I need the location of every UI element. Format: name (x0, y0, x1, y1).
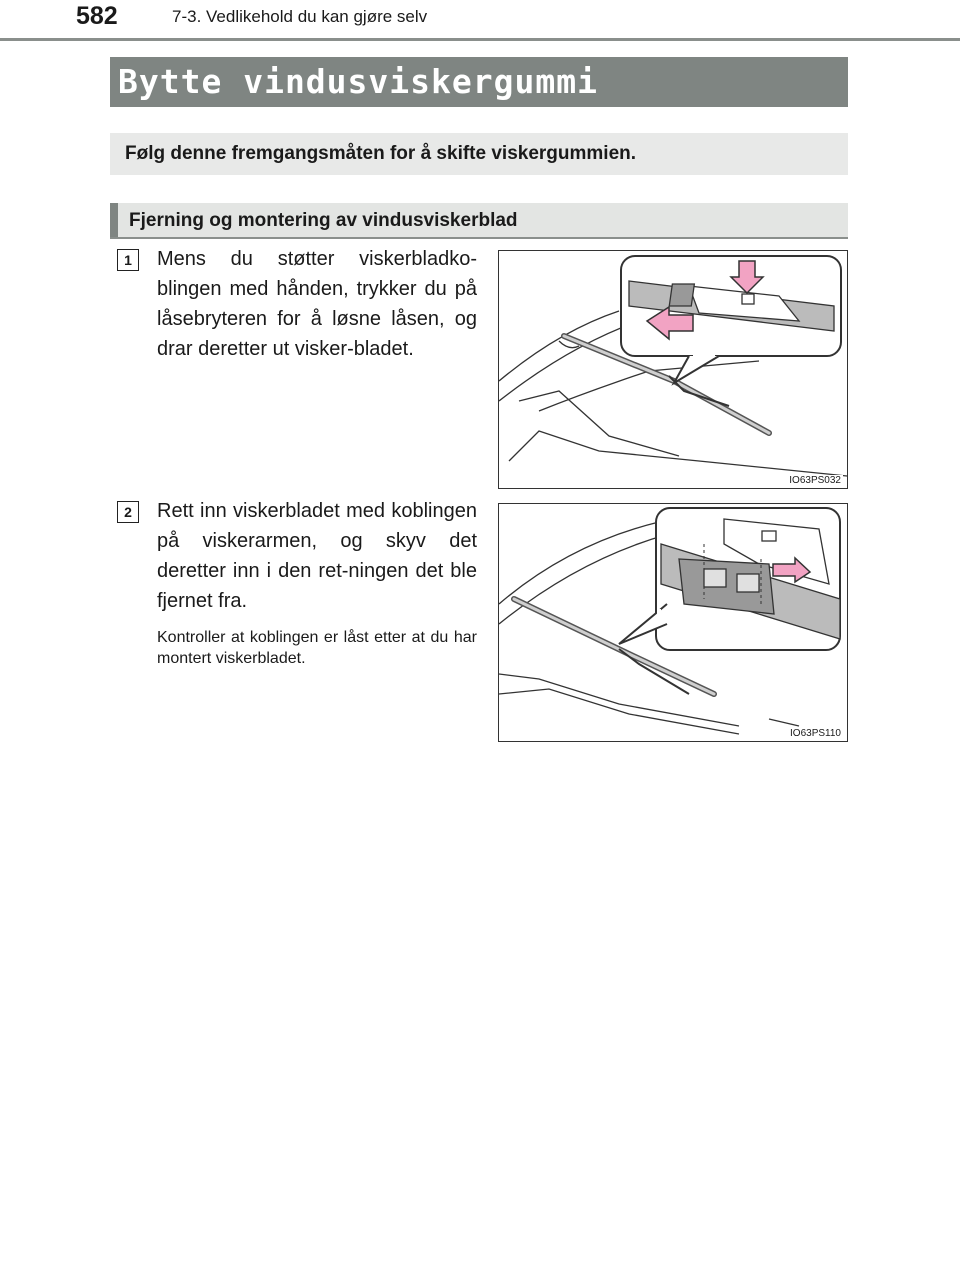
step-1-number: 1 (117, 249, 139, 271)
step-2-note: Kontroller at koblingen er låst etter at du har montert viskerbladet. (157, 629, 477, 667)
title-bar (110, 57, 848, 107)
intro-box (110, 133, 848, 175)
page-title: Bytte vindusviskergummi (118, 62, 598, 101)
header-rule (0, 38, 960, 41)
subheading-stripe (110, 203, 118, 239)
image-code-1: IO63PS032 (789, 475, 841, 486)
page-number: 582 (76, 2, 118, 30)
subheading-bar (110, 203, 848, 239)
subheading-text: Fjerning og montering av vindusviskerblad (129, 210, 518, 231)
wiper-installation-drawing (499, 504, 847, 741)
step-2-number: 2 (117, 501, 139, 523)
running-header: 7-3. Vedlikehold du kan gjøre selv (172, 7, 428, 26)
step-2-text: Rett inn viskerbladet med koblingen på viskerarmen, og skyv det deretter inn i den ret-ningen det ble fjernet fra. (157, 500, 477, 612)
image-code-2: IO63PS110 (790, 728, 841, 739)
wiper-removal-drawing (499, 251, 847, 488)
illustration-1 (498, 250, 848, 489)
step-1-text: Mens du støtter viskerbladko-blingen med hånden, trykker du på låsebryteren for å løsne låsen, og drar deretter ut visker-bladet. (157, 248, 477, 360)
illustration-2 (498, 503, 848, 742)
intro-text: Følg denne fremgangsmåten for å skifte viskergummien. (125, 143, 637, 164)
subheading-rule (110, 237, 848, 239)
